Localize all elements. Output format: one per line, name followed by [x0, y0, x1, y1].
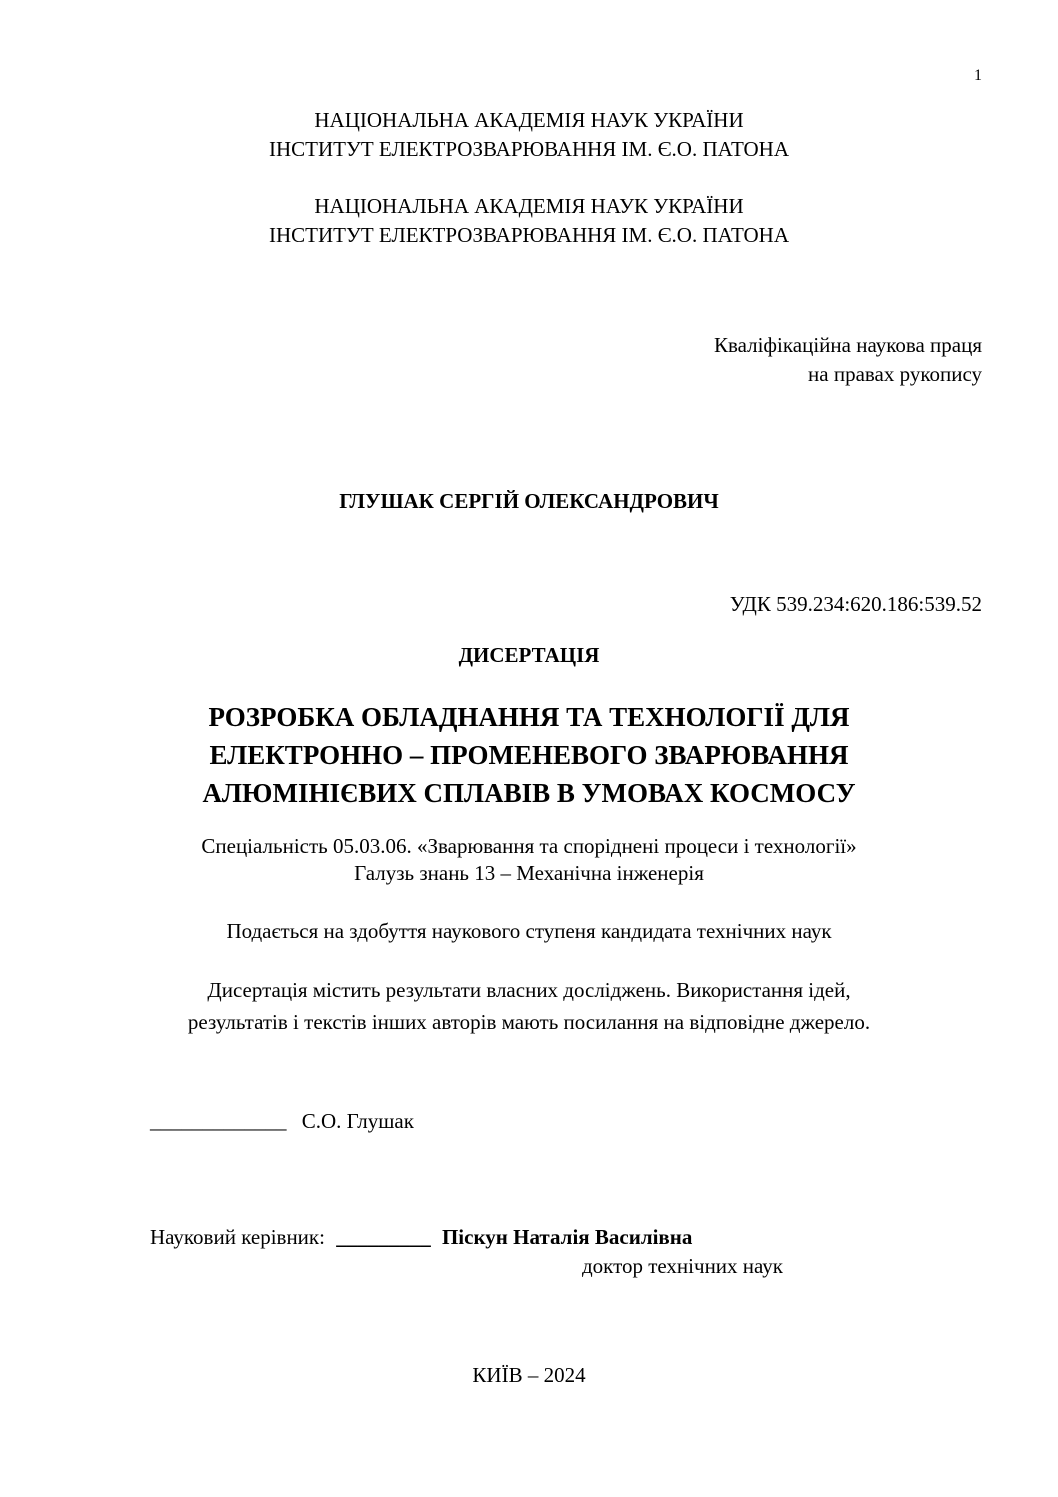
author-name: ГЛУШАК СЕРГІЙ ОЛЕКСАНДРОВИЧ: [339, 489, 719, 513]
specialty-line: Спеціальність 05.03.06. «Зварювання та споріднені процеси і технології»: [201, 834, 857, 858]
originality-line-2: результатів і текстів інших авторів мають посилання на відповідне джерело.: [187, 1010, 871, 1034]
supervisor-label: Науковий керівник:: [150, 1225, 325, 1249]
supervisor-row: [150, 1223, 692, 1252]
academy-name: НАЦІОНАЛЬНА АКАДЕМІЯ НАУК УКРАЇНИ: [314, 194, 744, 218]
author-signature: [150, 1107, 414, 1136]
field-of-knowledge: Галузь знань 13 – Механічна інженерія: [354, 861, 704, 885]
qualification-line-1: Кваліфікаційна наукова праця: [713, 333, 982, 357]
title-line-3: АЛЮМІНІЄВИХ СПЛАВІВ В УМОВАХ КОСМОСУ: [202, 778, 856, 808]
supervisor-signature-line: _________: [336, 1225, 431, 1249]
udc-code: УДК 539.234:620.186:539.52: [729, 592, 982, 616]
qualification-line-2: на правах рукопису: [808, 362, 982, 386]
page-number: 1: [974, 67, 982, 84]
city-year: КИЇВ – 2024: [472, 1363, 586, 1387]
signature-line: _____________: [150, 1109, 287, 1133]
academy-name: НАЦІОНАЛЬНА АКАДЕМІЯ НАУК УКРАЇНИ: [314, 108, 744, 132]
title-line-1: РОЗРОБКА ОБЛАДНАННЯ ТА ТЕХНОЛОГІЇ ДЛЯ: [208, 702, 850, 732]
signature-name: С.О. Глушак: [301, 1109, 414, 1133]
institute-name: ІНСТИТУТ ЕЛЕКТРОЗВАРЮВАННЯ ІМ. Є.О. ПАТОНА: [268, 137, 790, 161]
document-type: ДИСЕРТАЦІЯ: [458, 643, 600, 667]
supervisor-name: Піскун Наталія Василівна: [441, 1225, 693, 1249]
supervisor-degree: доктор технічних наук: [581, 1254, 783, 1278]
degree-statement: Подається на здобуття наукового ступеня кандидата технічних наук: [226, 919, 832, 943]
title-line-2: ЕЛЕКТРОННО – ПРОМЕНЕВОГО ЗВАРЮВАННЯ: [209, 740, 849, 770]
institute-name: ІНСТИТУТ ЕЛЕКТРОЗВАРЮВАННЯ ІМ. Є.О. ПАТОНА: [268, 223, 790, 247]
originality-line-1: Дисертація містить результати власних досліджень. Використання ідей,: [207, 978, 851, 1002]
